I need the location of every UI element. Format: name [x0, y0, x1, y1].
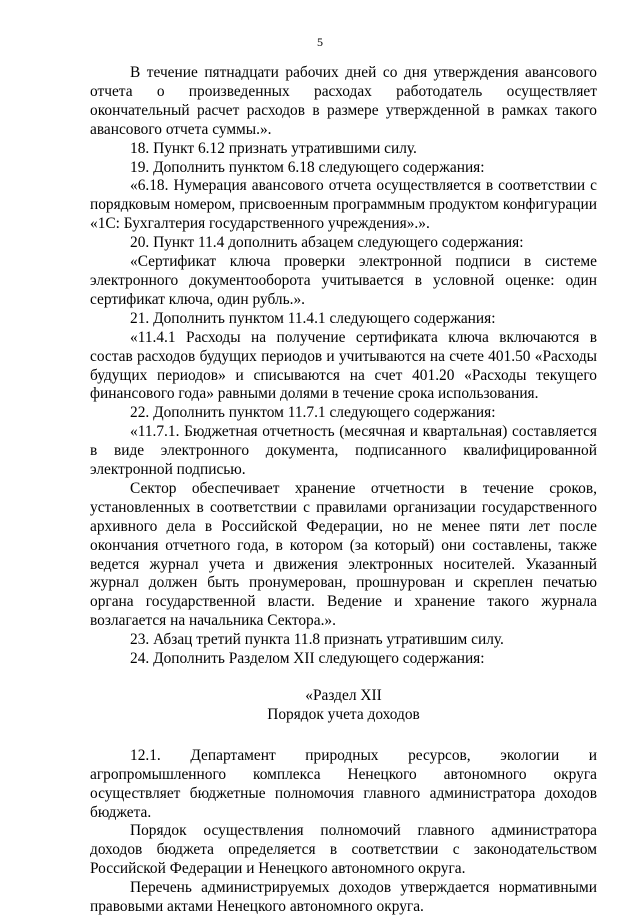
paragraph: «Сертификат ключа проверки электронной подписи в системе электронного документооборота учитывается в условной оценке: один сертификат ключа, один рубль.». [90, 253, 597, 308]
section-subtitle: Порядок учета доходов [267, 705, 420, 723]
paragraph: «6.18. Нумерация авансового отчета осуществляется в соответствии с порядковым номером, присвоенным программным продуктом конфигурации «1С: Бухгалтерия государственного учреждения».». [90, 177, 597, 233]
paragraph: 20. Пункт 11.4 дополнить абзацем следующего содержания: [130, 234, 524, 252]
paragraph: 21. Дополнить пунктом 11.4.1 следующего содержания: [130, 309, 496, 327]
paragraph: «11.4.1 Расходы на получение сертификата ключа включаются в состав расходов будущих периодов и учитываются на счете 401.50 «Расходы будущих периодов» и списываются на счет 401.20 «Расходы текущего финансового года» равными долями в течение срока использования. [90, 328, 597, 403]
paragraph: В течение пятнадцати рабочих дней со дня утверждения авансового отчета о произведенных расходах работодатель осуществляет окончательный расчет расходов в размере утвержденной в рамках такого авансового отчета суммы.». [90, 64, 597, 138]
document-body [90, 64, 597, 917]
paragraph: Порядок осуществления полномочий главного администратора доходов бюджета определяется в соответствии с законодательством Российской Федерации и Ненецкого автономного округа. [90, 822, 597, 878]
page-number: 5 [317, 35, 323, 49]
paragraph: 12.1. Департамент природных ресурсов, экологии и агропромышленного комплекса Ненецкого автономного округа осуществляет бюджетные полномочия главного администратора доходов бюджета. [90, 746, 597, 821]
paragraph: 23. Абзац третий пункта 11.8 признать утратившим силу. [130, 631, 504, 649]
paragraph: 19. Дополнить пунктом 6.18 следующего содержания: [130, 158, 485, 176]
section-title: «Раздел XII [305, 687, 382, 704]
paragraph: 24. Дополнить Разделом XII следующего содержания: [130, 650, 485, 668]
paragraph: 22. Дополнить пунктом 11.7.1 следующего содержания: [130, 404, 496, 422]
paragraph: Сектор обеспечивает хранение отчетности в течение сроков, установленных в соответствии с правилами организации государственного архивного дела в Российской Федерации, но не менее пяти лет после окончания отчетного года, в котором (за который) они составлены, также ведется журнал учета и движения электронных носителей. Указанный журнал должен быть пронумерован, прошнурован и скреплен печатью органа государственной власти. Ведение и хранение такого журнала возлагается на начальника Сектора.». [90, 479, 597, 630]
paragraph: «11.7.1. Бюджетная отчетность (месячная и квартальная) составляется в виде электронного документа, подписанного квалифицированной электронной подписью. [90, 423, 597, 479]
paragraph: Перечень администрируемых доходов утверждается нормативными правовыми актами Ненецкого автономного округа. [90, 879, 597, 916]
paragraph: 18. Пункт 6.12 признать утратившими силу. [130, 139, 417, 157]
